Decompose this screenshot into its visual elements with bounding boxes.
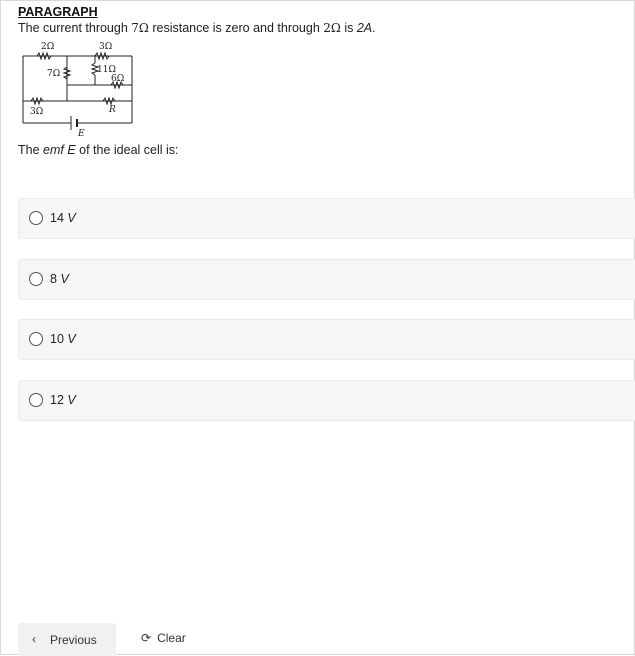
label-3ohm-bottom: 3Ω (30, 107, 44, 117)
radio-button-icon[interactable] (29, 393, 43, 407)
previous-label: Previous (50, 633, 97, 647)
label-cell-e: E (78, 129, 85, 139)
option-label: 8 V (50, 272, 69, 286)
radio-button-icon[interactable] (29, 332, 43, 346)
circuit-diagram (15, 39, 140, 139)
option-1[interactable] (18, 198, 635, 239)
option-label: 14 V (50, 211, 76, 225)
option-2[interactable] (18, 259, 635, 300)
clear-button[interactable] (141, 631, 186, 645)
question-text (18, 143, 179, 157)
option-label: 10 V (50, 332, 76, 346)
label-r: R (109, 105, 116, 115)
previous-button[interactable] (18, 623, 116, 656)
option-3[interactable] (18, 319, 635, 360)
statement-text-1: The current through (18, 21, 132, 35)
option-4[interactable] (18, 380, 635, 421)
statement-text-4: . (372, 21, 376, 35)
radio-button-icon[interactable] (29, 272, 43, 286)
paragraph-statement (18, 21, 376, 35)
label-11ohm: 11Ω (97, 65, 116, 75)
radio-button-icon[interactable] (29, 211, 43, 225)
clear-label: Clear (157, 631, 186, 645)
label-3ohm-top: 3Ω (99, 42, 113, 52)
option-label: 12 V (50, 393, 76, 407)
statement-r7: 7Ω (131, 21, 149, 35)
paragraph-heading: PARAGRAPH (18, 5, 98, 19)
chevron-left-icon: ‹ (32, 632, 36, 646)
refresh-icon: ⟳ (141, 631, 152, 645)
statement-r2: 2Ω (323, 21, 341, 35)
label-7ohm: 7Ω (47, 69, 61, 79)
statement-text-2: resistance is zero and through (148, 21, 324, 35)
question-after: of the ideal cell is: (75, 143, 179, 157)
statement-current: 2A (356, 21, 373, 35)
statement-text-3: is (340, 21, 357, 35)
question-emph: emf E (43, 143, 76, 157)
question-before: The (18, 143, 44, 157)
label-2ohm: 2Ω (41, 42, 55, 52)
label-6ohm: 6Ω (111, 74, 125, 84)
